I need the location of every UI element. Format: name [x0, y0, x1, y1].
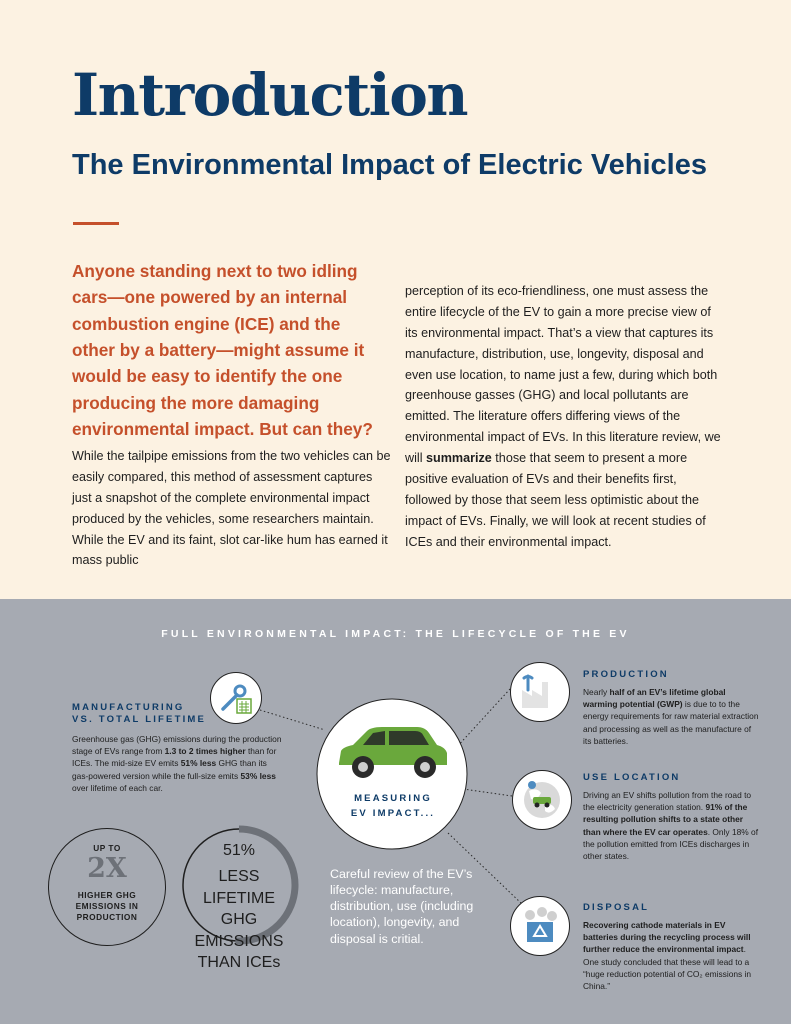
calendar-icon: [237, 699, 251, 713]
production-text: Nearly half of an EV’s lifetime global warming potential (GWP) is due to to the energy requirements for raw material extraction and processing as well as the manufacture of its batteries.: [583, 687, 759, 746]
use-location-icon-circle: [512, 770, 572, 830]
manufacturing-text: Greenhouse gas (GHG) emissions during the production stage of EVs range from 1.3 to 2 times higher than for ICEs. The mid-size EV emits 51% less GHG than its gas-powered version while the full-size emits 53% less over lifetime of each car.: [72, 734, 282, 793]
stat-51-value: 51%: [222, 842, 256, 859]
infographic-title: FULL ENVIRONMENTAL IMPACT: THE LIFECYCLE OF THE EV: [161, 628, 630, 640]
review-text: Careful review of the EV’s lifecycle: manufacture, distribution, use (including location), longevity, and disposal is critial.: [330, 867, 474, 946]
production-icon-circle: [510, 662, 570, 722]
use-location-text: Driving an EV shifts pollution from the road to the electricity generation station. 91% of the resulting pollution shifts to a state other than where the EV car operates. Only 18% of the pollution emitted from ICEs discharges in other states.: [583, 790, 759, 861]
page-subtitle: The Environmental Impact of Electric Vehicles: [72, 149, 707, 181]
factory-icon: [518, 672, 562, 712]
title-divider: [73, 222, 119, 225]
use-location-title: USE LOCATION: [583, 772, 681, 783]
lead-paragraph: Anyone standing next to two idling cars—one powered by an internal combustion engine (ICE) and the other by a battery—might assume it would be easy to identify the one producing the more damaging environmental impact. But can they?: [72, 261, 373, 439]
disposal-text: Recovering cathode materials in EV batteries during the recycling process will further reduce the environmental impact. One study concluded that these will lead to a “huge reduction potential of CO₂ emissions in China.”: [583, 920, 752, 991]
stat-2x-circle: UP TO 2X HIGHER GHG EMISSIONS IN PRODUCTION: [48, 828, 166, 946]
body-column-2: perception of its eco-friendliness, one must assess the entire lifecycle of the EV to gain a more precise view of its environmental impact. That’s a view that captures its manufacture, distribution, use, longevity, disposal and even use location, to name just a few, during which both greenhouse gasses (GHG) and local pollutants are emitted. The literature offers differing views of the environmental impact of EVs. In this literature review, we will summarize those that seem to present a more positive evaluation of EVs and their benefits first, followed by those that seem less optimistic about the impact of EVs. Finally, we will look at recent studies of ICEs and their environmental impact.: [405, 284, 721, 549]
globe-icon: [519, 777, 565, 823]
body-column-1: While the tailpipe emissions from the two vehicles can be easily compared, this method of assessment captures just a snapshot of the complete environmental impact produced by the vehicles, some researchers maintain. While the EV and its faint, slot car-like hum has earned it mass public: [72, 449, 391, 568]
page-title: Introduction: [72, 61, 468, 129]
disposal-title: DISPOSAL: [583, 902, 650, 913]
recycle-icon: [520, 906, 560, 946]
stat-51-content: 51% LESS LIFETIME GHG EMISSIONS THAN ICEs: [182, 842, 296, 974]
measuring-impact-label: MEASURING EV IMPACT...: [350, 793, 436, 819]
manufacturing-title: MANUFACTURING VS. TOTAL LIFETIME: [72, 702, 207, 726]
disposal-icon-circle: [510, 896, 570, 956]
manufacturing-icon-circle: [210, 672, 262, 724]
emphasis-summarize: summarize: [426, 451, 492, 466]
production-title: PRODUCTION: [583, 669, 669, 680]
car-icon: [333, 723, 451, 785]
stat-2x-value: 2X: [87, 853, 127, 884]
wrench-icon: [217, 679, 255, 717]
